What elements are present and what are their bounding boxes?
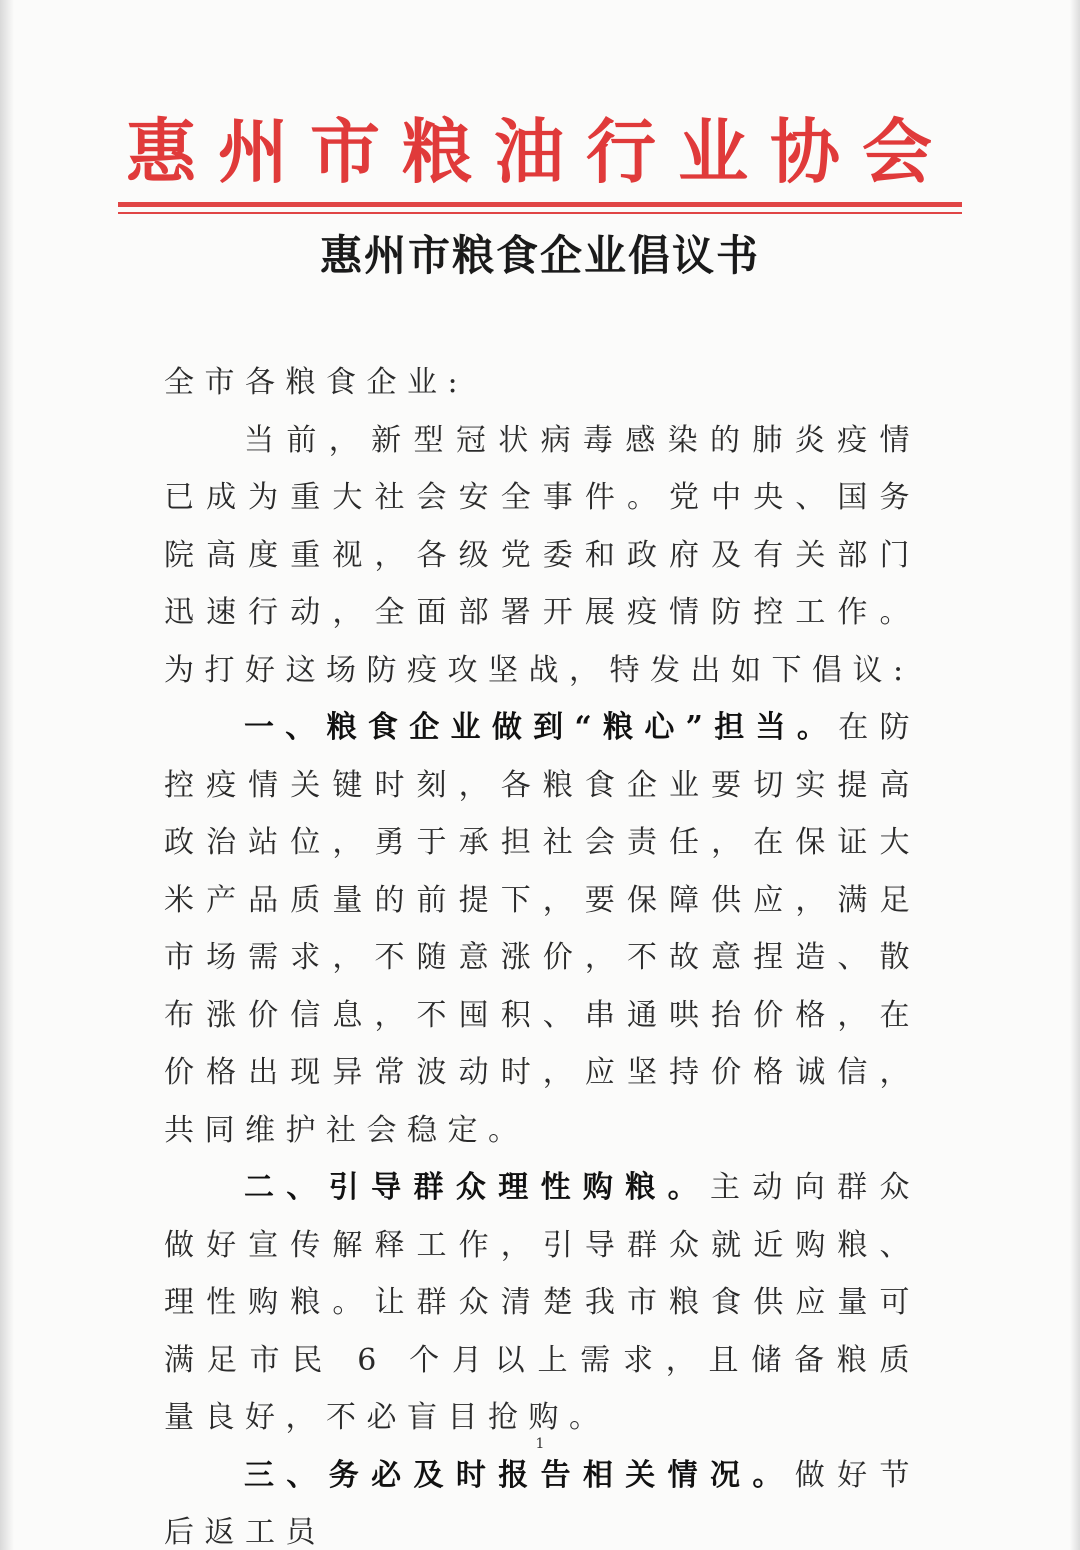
letterhead-org-name: 惠州市粮油行业协会 xyxy=(126,110,954,193)
letterhead-rule-thin xyxy=(118,212,962,214)
page-edge-shadow-right xyxy=(1070,0,1080,1550)
proposal-item-1-text: 在防控疫情关键时刻，各粮食企业要切实提高政治站位，勇于承担社会责任，在保证大米产品质量的前提下，要保障供应，满足市场需求，不随意涨价，不故意捏造、散布涨价信息，不囤积、串通哄抬价格，在价格出现异常波动时，应坚持价格诚信，共同维护社会稳定。 xyxy=(164,710,920,1148)
proposal-item-3 xyxy=(164,1447,920,1550)
intro-paragraph: 当前，新型冠状病毒感染的肺炎疫情已成为重大社会安全事件。党中央、国务院高度重视，各级党委和政府及有关部门迅速行动，全面部署开展疫情防控工作。为打好这场防疫攻坚战，特发出如下倡议: xyxy=(164,422,920,688)
document-title: 惠州市粮食企业倡议书 xyxy=(319,231,760,280)
salutation: 全市各粮食企业: xyxy=(164,365,469,400)
proposal-item-3-text: 做好节后返工员 xyxy=(164,1457,921,1550)
page-edge-shadow-left xyxy=(0,0,14,1550)
proposal-item-2-text: 主动向群众做好宣传解释工作，引导群众就近购粮、理性购粮。让群众清楚我市粮食供应量可满足市民 6 个月以上需求，且储备粮质量良好，不必盲目抢购。 xyxy=(164,1170,921,1435)
proposal-item-3-heading: 三、务必及时报告相关情况。 xyxy=(244,1457,795,1493)
document-body xyxy=(164,354,920,1550)
proposal-item-1-heading: 一、粮食企业做到“粮心”担当。 xyxy=(244,710,839,745)
letterhead-rule-thick xyxy=(118,202,962,207)
proposal-item-2-heading: 二、引导群众理性购粮。 xyxy=(244,1170,711,1205)
page-number: 1 xyxy=(535,1436,545,1452)
proposal-item-2 xyxy=(164,1159,920,1447)
proposal-item-1 xyxy=(164,699,920,1159)
